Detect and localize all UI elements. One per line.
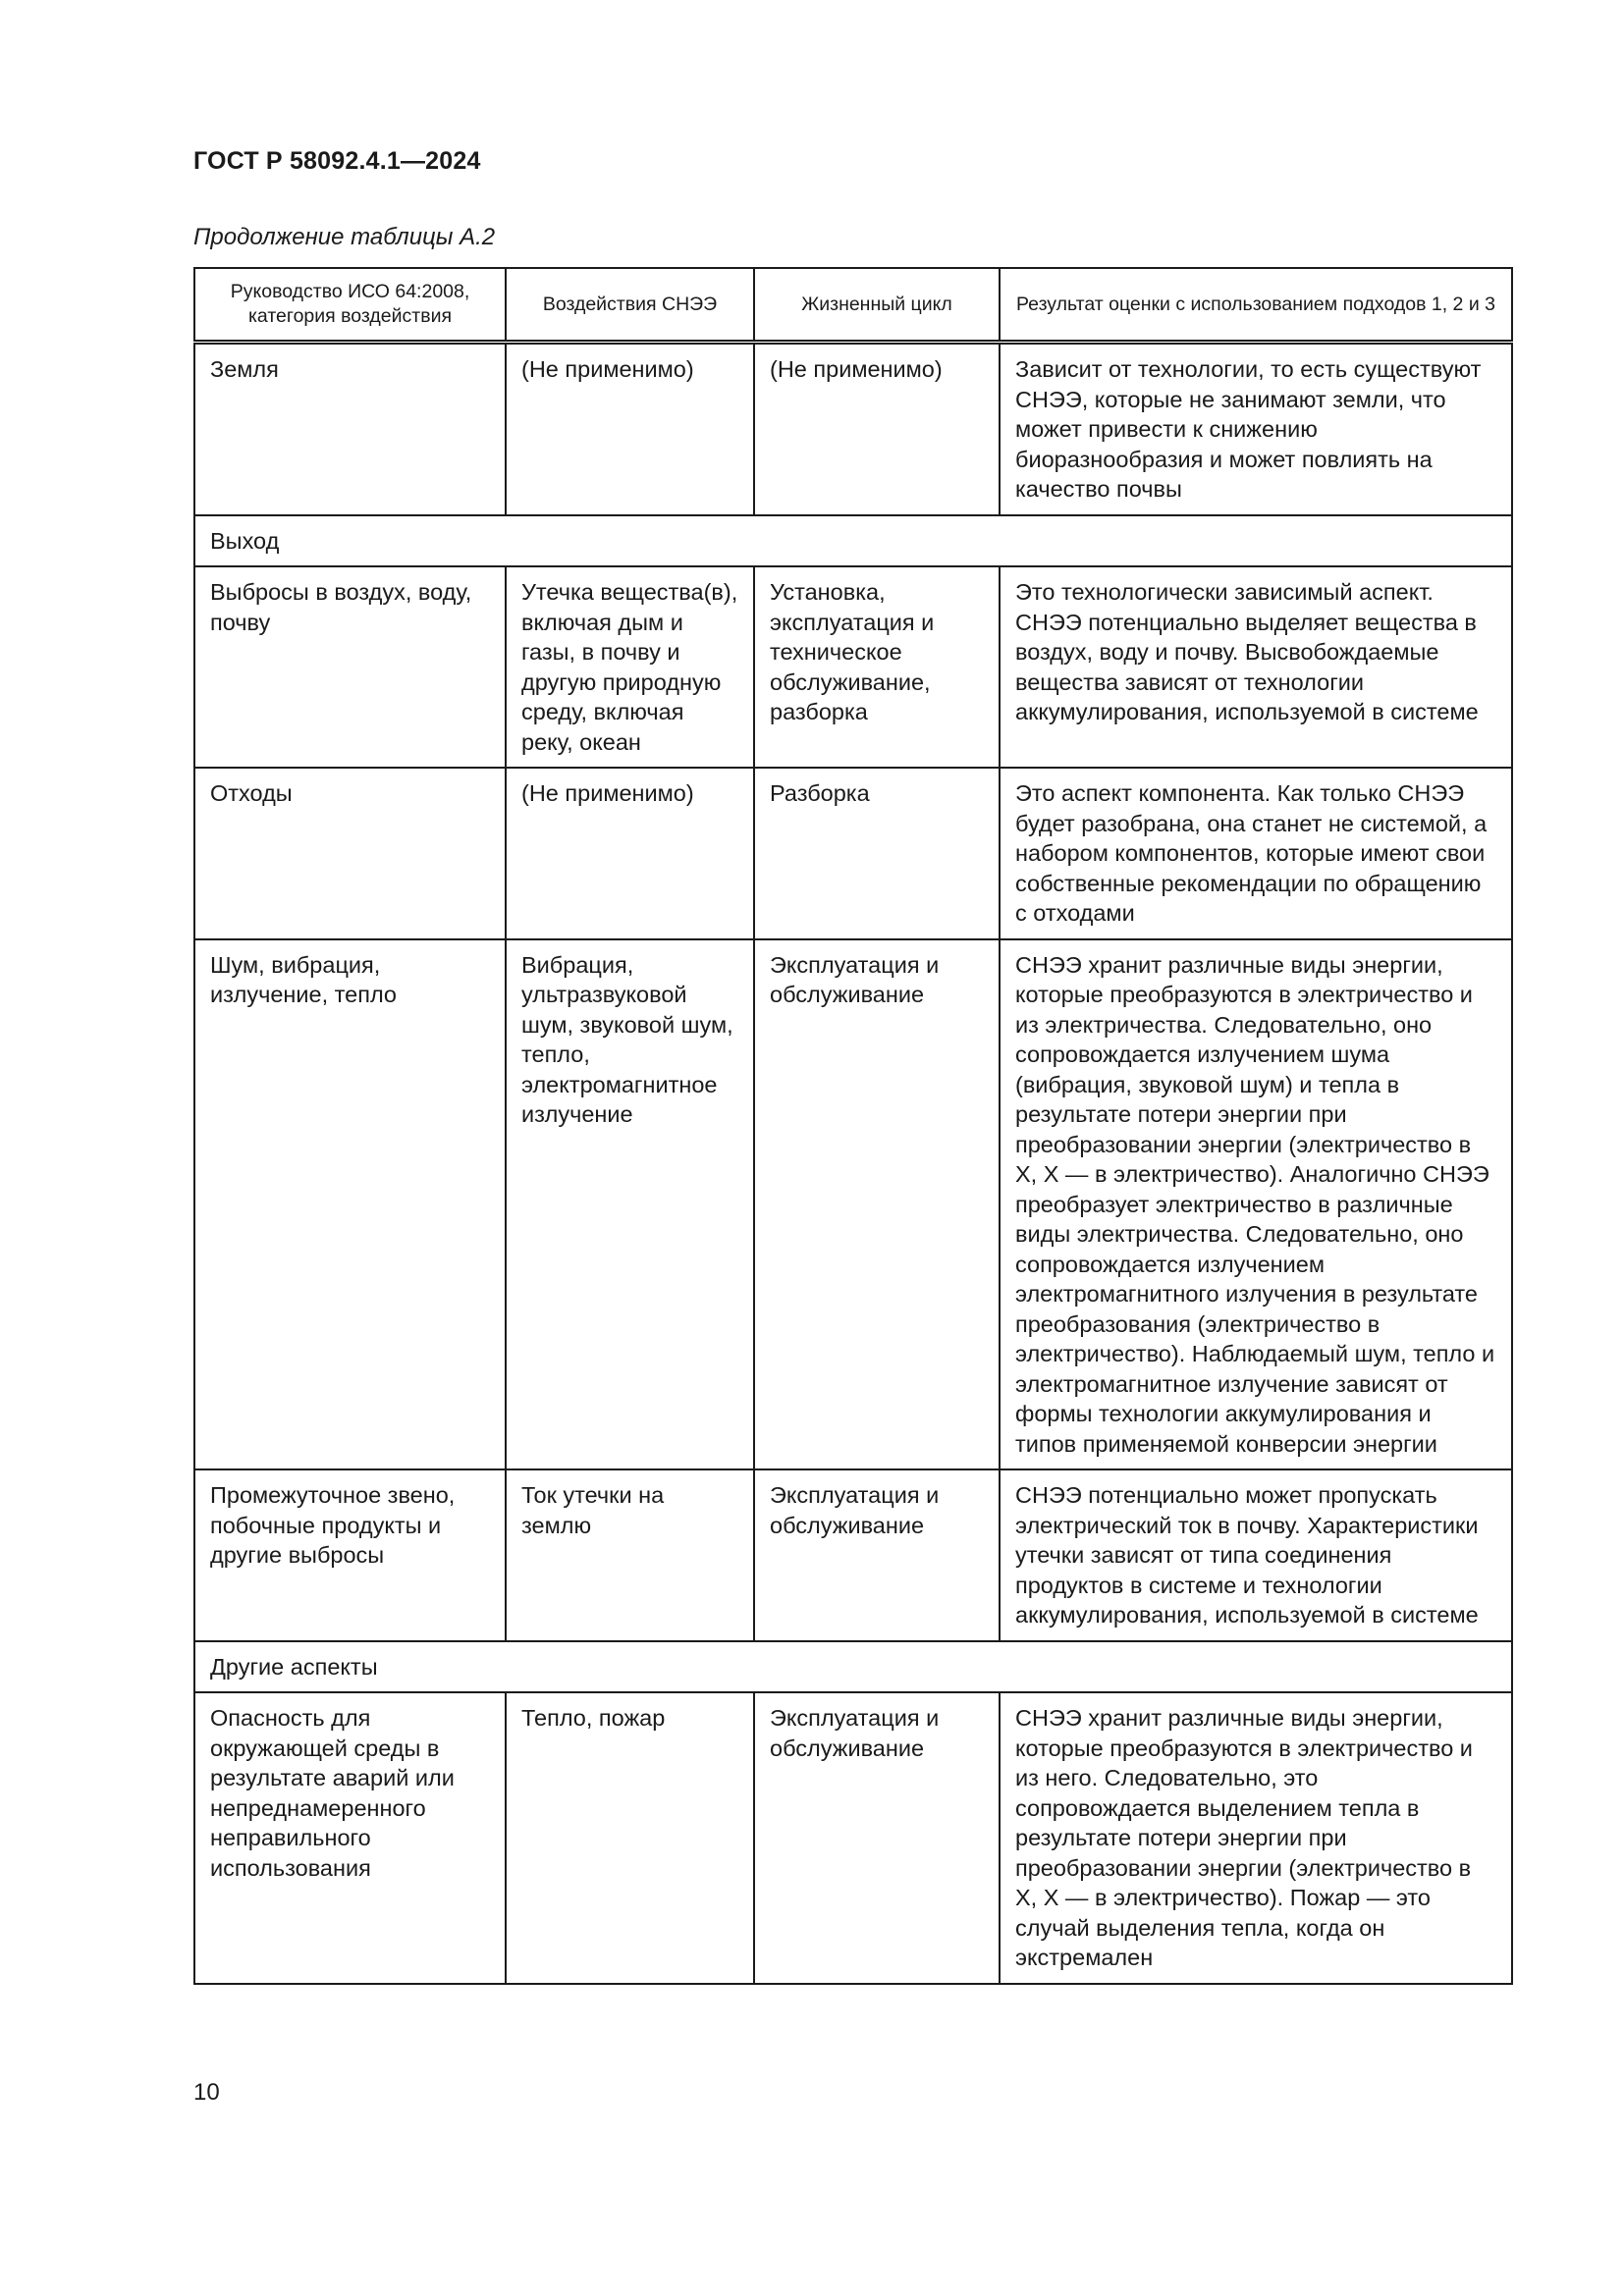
category-cell: Отходы [194,768,506,939]
header-lifecycle: Жизненный цикл [754,268,1000,343]
assessment-table [193,267,1513,1985]
header-result: Результат оценки с использованием подходов 1, 2 и 3 [1000,268,1512,343]
impact-cell: (Не применимо) [506,343,754,515]
result-cell: СНЭЭ хранит различные виды энергии, которые преобразуются в электричество и из него. Следовательно, это сопровождается выделением тепла в результате потери энергии при преобразовании энергии (электричество в X, X — в электричество). Пожар — это случай выделения тепла, когда он экстремален [1000,1692,1512,1984]
lifecycle-cell: Эксплуатация и обслуживание [754,1692,1000,1984]
impact-cell: Тепло, пожар [506,1692,754,1984]
header-category: Руководство ИСО 64:2008, категория воздействия [194,268,506,343]
result-cell: Это аспект компонента. Как только СНЭЭ будет разобрана, она станет не системой, а набором компонентов, которые имеют свои собственные рекомендации по обращению с отходами [1000,768,1512,939]
table-header-row [194,268,1512,343]
table-caption: Продолжение таблицы А.2 [193,224,496,250]
lifecycle-cell: Установка, эксплуатация и техническое обслуживание, разборка [754,566,1000,768]
impact-cell: (Не применимо) [506,768,754,939]
section-title: Другие аспекты [194,1641,1512,1693]
result-cell: Это технологически зависимый аспект. СНЭЭ потенциально выделяет вещества в воздух, воду и почву. Высвобождаемые вещества зависят от технологии аккумулирования, используемой в системе [1000,566,1512,768]
lifecycle-cell: Эксплуатация и обслуживание [754,939,1000,1470]
category-cell: Шум, вибрация, излучение, тепло [194,939,506,1470]
table-row [194,343,1512,515]
category-cell: Опасность для окружающей среды в результате аварий или непреднамеренного неправильного использования [194,1692,506,1984]
table-row [194,566,1512,768]
table-row [194,1692,1512,1984]
page-number: 10 [193,2079,220,2106]
impact-cell: Ток утечки на землю [506,1469,754,1641]
section-row [194,515,1512,567]
category-cell: Промежуточное звено, побочные продукты и другие выбросы [194,1469,506,1641]
result-cell: Зависит от технологии, то есть существуют СНЭЭ, которые не занимают земли, что может привести к снижению биоразнообразия и может повлиять на качество почвы [1000,343,1512,515]
header-impact: Воздействия СНЭЭ [506,268,754,343]
lifecycle-cell: Эксплуатация и обслуживание [754,1469,1000,1641]
category-cell: Земля [194,343,506,515]
impact-cell: Вибрация, ультразвуковой шум, звуковой шум, тепло, электромагнитное излучение [506,939,754,1470]
result-cell: СНЭЭ хранит различные виды энергии, которые преобразуются в электричество и из электричества. Следовательно, оно сопровождается излучением шума (вибрация, звуковой шум) и тепла в результате потери энергии при преобразовании энергии (электричество в X, X — в электричество). Аналогично СНЭЭ преобразует электричество в различные виды электричества. Следовательно, оно сопровождается излучением электромагнитного излучения в результате преобразования (электричество в электричество). Наблюдаемый шум, тепло и электромагнитное излучение зависят от формы технологии аккумулирования и типов применяемой конверсии энергии [1000,939,1512,1470]
table-row [194,939,1512,1470]
document-code: ГОСТ Р 58092.4.1—2024 [193,147,481,175]
table-row [194,1469,1512,1641]
lifecycle-cell: (Не применимо) [754,343,1000,515]
section-row [194,1641,1512,1693]
category-cell: Выбросы в воздух, воду, почву [194,566,506,768]
result-cell: СНЭЭ потенциально может пропускать электрический ток в почву. Характеристики утечки зависят от типа соединения продуктов в системе и технологии аккумулирования, используемой в системе [1000,1469,1512,1641]
table-row [194,768,1512,939]
section-title: Выход [194,515,1512,567]
lifecycle-cell: Разборка [754,768,1000,939]
impact-cell: Утечка вещества(в), включая дым и газы, в почву и другую природную среду, включая реку, океан [506,566,754,768]
